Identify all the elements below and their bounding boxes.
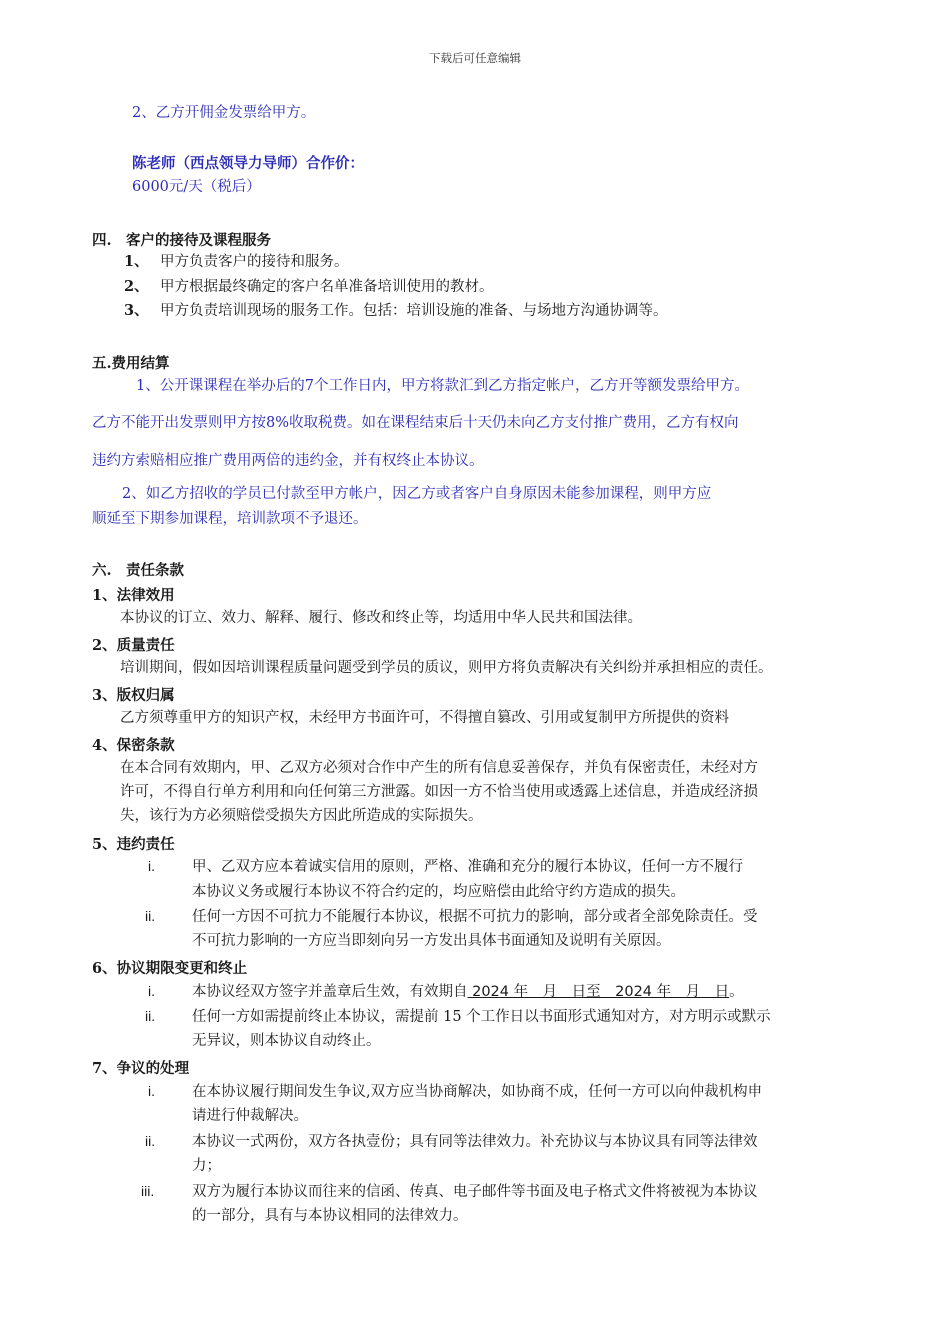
section-4-item-1-num: 1、 [124, 253, 149, 270]
clause-7-ii-line-1: 本协议一式两份，双方各执壹份；具有同等法律效力。补充协议与本协议具有同等法律效 [192, 1134, 758, 1150]
clause-4-title: 4、保密条款 [92, 737, 175, 754]
clause-6-ii-line-2: 无异议，则本协议自动终止。 [192, 1033, 381, 1049]
clause-7-i-line-1: 在本协议履行期间发生争议,双方应当协商解决，如协商不成，任何一方可以向仲裁机构申 [192, 1084, 763, 1100]
clause-5-ii-line-1: 任何一方因不可抗力不能履行本协议，根据不可抗力的影响，部分或者全部免除责任。受 [192, 909, 758, 925]
clause-4-line-1: 在本合同有效期内，甲、乙双方必须对合作中产生的所有信息妥善保存，并负有保密责任，未经对方 [120, 760, 758, 776]
clause-4-line-2: 许可，不得自行单方利用和向任何第三方泄露。如因一方不恰当使用或透露上述信息，并造成经济损 [120, 784, 758, 800]
clause-5-ii-num: ii. [145, 908, 156, 924]
settlement-clause-1-line-3: 违约方索赔相应推广费用两倍的违约金，并有权终止本协议。 [92, 453, 484, 469]
clause-3-text: 乙方须尊重甲方的知识产权，未经甲方书面许可，不得擅自篡改、引用或复制甲方所提供的资料 [120, 710, 729, 726]
settlement-clause-2-line-1: 2、如乙方招收的学员已付款至甲方帐户，因乙方或者客户自身原因未能参加课程，则甲方应 [122, 486, 712, 502]
clause-7-iii-line-1: 双方为履行本协议而往来的信函、传真、电子邮件等书面及电子格式文件将被视为本协议 [192, 1184, 758, 1200]
section-4-item-3-num: 3、 [124, 302, 149, 319]
clause-6-ii-num: ii. [145, 1008, 156, 1024]
clause-3-title: 3、版权归属 [92, 687, 175, 704]
section-4-item-2-text: 甲方根据最终确定的客户名单准备培训使用的教材。 [160, 279, 494, 295]
clause-7-i-num: i. [148, 1083, 155, 1099]
clause-5-i-line-1: 甲、乙双方应本着诚实信用的原则，严格、准确和充分的履行本协议，任何一方不履行 [192, 859, 743, 875]
settlement-clause-1-line-2: 乙方不能开出发票则甲方按8%收取税费。如在课程结束后十天仍未向乙方支付推广费用，乙方有权向 [92, 415, 739, 431]
clause-6-ii-line-1: 任何一方如需提前终止本协议，需提前 15 个工作日以书面形式通知对方，对方明示或默示 [192, 1009, 771, 1025]
clause-7-iii-num: iii. [141, 1183, 155, 1199]
validity-period-blank[interactable]: 2024 年 月 日至 2024 年 月 日 [467, 984, 730, 1000]
clause-5-i-num: i. [148, 858, 155, 874]
section-4-item-3-text: 甲方负责培训现场的服务工作。包括：培训设施的准备、与场地方沟通协调等。 [160, 303, 668, 319]
clause-6-i-text: 本协议经双方签字并盖章后生效，有效期自 [192, 984, 468, 1000]
section-5-title: 五.费用结算 [92, 355, 170, 372]
clause-2-text: 培训期间，假如因培训课程质量问题受到学员的质议，则甲方将负责解决有关纠纷并承担相应的责任。 [120, 660, 773, 676]
settlement-clause-2-line-2: 顺延至下期参加课程，培训款项不予退还。 [92, 511, 368, 527]
settlement-clause-1-line-1: 1、公开课课程在举办后的7个工作日内，甲方将款汇到乙方指定帐户，乙方开等额发票给甲方。 [136, 378, 749, 394]
clause-5-ii-line-2: 不可抗力影响的一方应当即刻向另一方发出具体书面通知及说明有关原因。 [192, 933, 671, 949]
clause-7-ii-num: ii. [145, 1133, 156, 1149]
clause-7-title: 7、争议的处理 [92, 1060, 190, 1077]
clause-5-i-line-2: 本协议义务或履行本协议不符合约定的，均应赔偿由此给守约方造成的损失。 [192, 884, 685, 900]
clause-6-i-line [192, 982, 744, 1002]
teacher-title: 陈老师（西点领导力导师）合作价： [132, 155, 364, 172]
section-4-item-1-text: 甲方负责客户的接待和服务。 [160, 254, 349, 270]
clause-7-iii-line-2: 的一部分，具有与本协议相同的法律效力。 [192, 1208, 468, 1224]
clause-1-text: 本协议的订立、效力、解释、履行、修改和终止等，均适用中华人民共和国法律。 [120, 610, 642, 626]
clause-1-title: 1、法律效用 [92, 587, 175, 604]
section-4-title: 四. 客户的接待及课程服务 [92, 232, 272, 249]
section-6-title: 六. 责任条款 [92, 562, 185, 579]
clause-6-title: 6、协议期限变更和终止 [92, 960, 248, 977]
teacher-price: 6000元/天（税后） [132, 179, 261, 195]
clause-7-i-line-2: 请进行仲裁解决。 [192, 1108, 308, 1124]
clause-4-line-3: 失，该行为方必须赔偿受损失方因此所造成的实际损失。 [120, 808, 483, 824]
clause-7-ii-line-2: 力； [192, 1158, 221, 1174]
commission-invoice-item: 2、乙方开佣金发票给甲方。 [132, 105, 316, 121]
page-header: 下载后可任意编辑 [429, 51, 521, 65]
clause-2-title: 2、质量责任 [92, 637, 175, 654]
clause-6-i-num: i. [148, 983, 155, 999]
clause-5-title: 5、违约责任 [92, 836, 175, 853]
clause-6-i-end: 。 [729, 984, 744, 1000]
section-4-item-2-num: 2、 [124, 278, 149, 295]
